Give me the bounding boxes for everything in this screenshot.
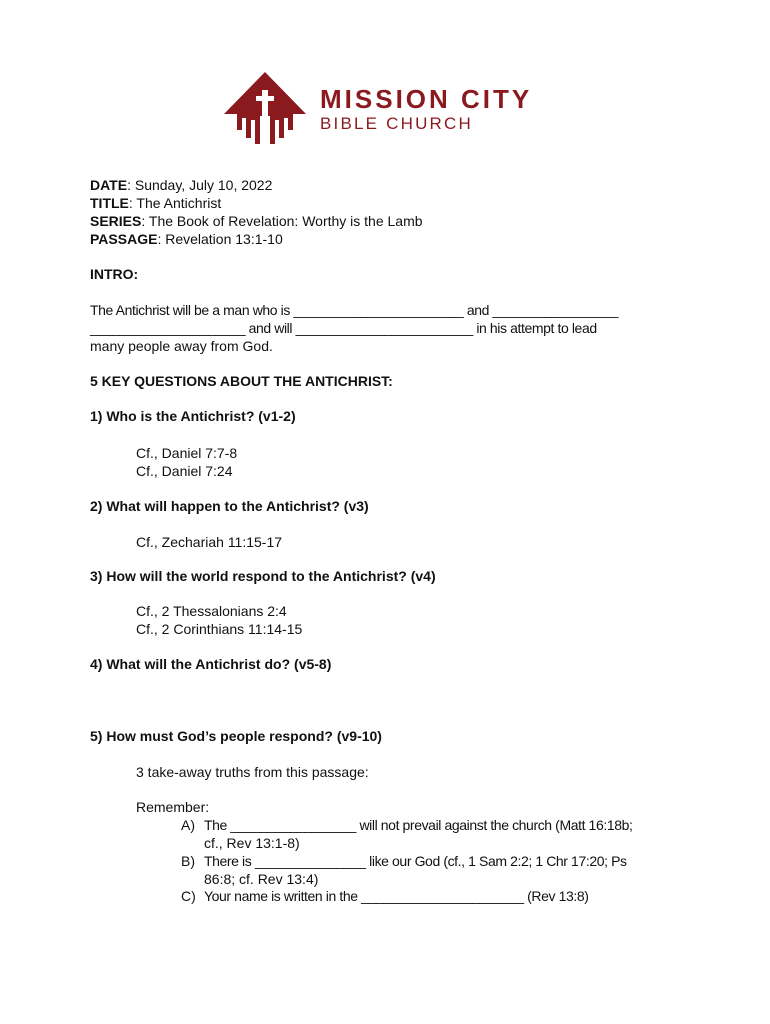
passage-line — [90, 230, 283, 248]
remember-label: Remember: — [136, 799, 210, 815]
intro-heading: INTRO: — [90, 266, 139, 282]
intro-line-1: The Antichrist will be a man who is _______________________ and _________________ — [90, 302, 619, 318]
intro-line-2: _____________________ and will ________________________ in his attempt to lead — [90, 320, 597, 336]
question-2-heading: 2) What will happen to the Antichrist? (v3) — [90, 498, 369, 514]
question-5-heading: 5) How must God’s people respond? (v9-10) — [90, 728, 382, 744]
takeaway-text: 3 take-away truths from this passage: — [136, 764, 369, 780]
date-value: : Sunday, July 10, 2022 — [127, 177, 273, 193]
title-value: : The Antichrist — [128, 195, 222, 211]
title-line — [90, 194, 221, 212]
passage-value: : Revelation 13:1-10 — [157, 231, 283, 247]
point-a-marker: A) — [181, 817, 195, 833]
point-b-line-1: There is _______________ like our God (cf., 1 Sam 2:2; 1 Chr 17:20; Ps — [204, 853, 627, 869]
point-a-line-2: cf., Rev 13:1-8) — [204, 835, 300, 851]
question-1-ref-2: Cf., Daniel 7:24 — [136, 463, 233, 479]
series-line — [90, 212, 423, 230]
question-1-ref-1: Cf., Daniel 7:7-8 — [136, 445, 238, 461]
question-4-heading: 4) What will the Antichrist do? (v5-8) — [90, 656, 332, 672]
church-name-line1: MISSION CITY — [320, 84, 533, 114]
intro-line-3: many people away from God. — [90, 338, 273, 354]
point-c-line-1: Your name is written in the ______________________ (Rev 13:8) — [204, 888, 589, 904]
series-label: SERIES — [90, 213, 142, 229]
question-1-heading: 1) Who is the Antichrist? (v1-2) — [90, 408, 296, 424]
question-3-ref-2: Cf., 2 Corinthians 11:14-15 — [136, 621, 303, 637]
church-cross-icon — [222, 72, 312, 146]
series-value: : The Book of Revelation: Worthy is the Lamb — [141, 213, 423, 229]
date-line — [90, 176, 272, 194]
question-3-ref-1: Cf., 2 Thessalonians 2:4 — [136, 603, 287, 619]
point-b-marker: B) — [181, 853, 195, 869]
title-label: TITLE — [90, 195, 129, 211]
question-3-heading: 3) How will the world respond to the Antichrist? (v4) — [90, 568, 436, 584]
point-b-line-2: 86:8; cf. Rev 13:4) — [204, 871, 319, 887]
date-label: DATE — [90, 177, 128, 193]
point-c-marker: C) — [181, 888, 196, 904]
church-logo — [222, 72, 562, 146]
key-questions-heading: 5 KEY QUESTIONS ABOUT THE ANTICHRIST: — [90, 373, 393, 389]
church-name-line2: BIBLE CHURCH — [320, 114, 473, 133]
question-2-ref-1: Cf., Zechariah 11:15-17 — [136, 534, 283, 550]
point-a-line-1: The _________________ will not prevail against the church (Matt 16:18b; — [204, 817, 633, 833]
passage-label: PASSAGE — [90, 231, 158, 247]
